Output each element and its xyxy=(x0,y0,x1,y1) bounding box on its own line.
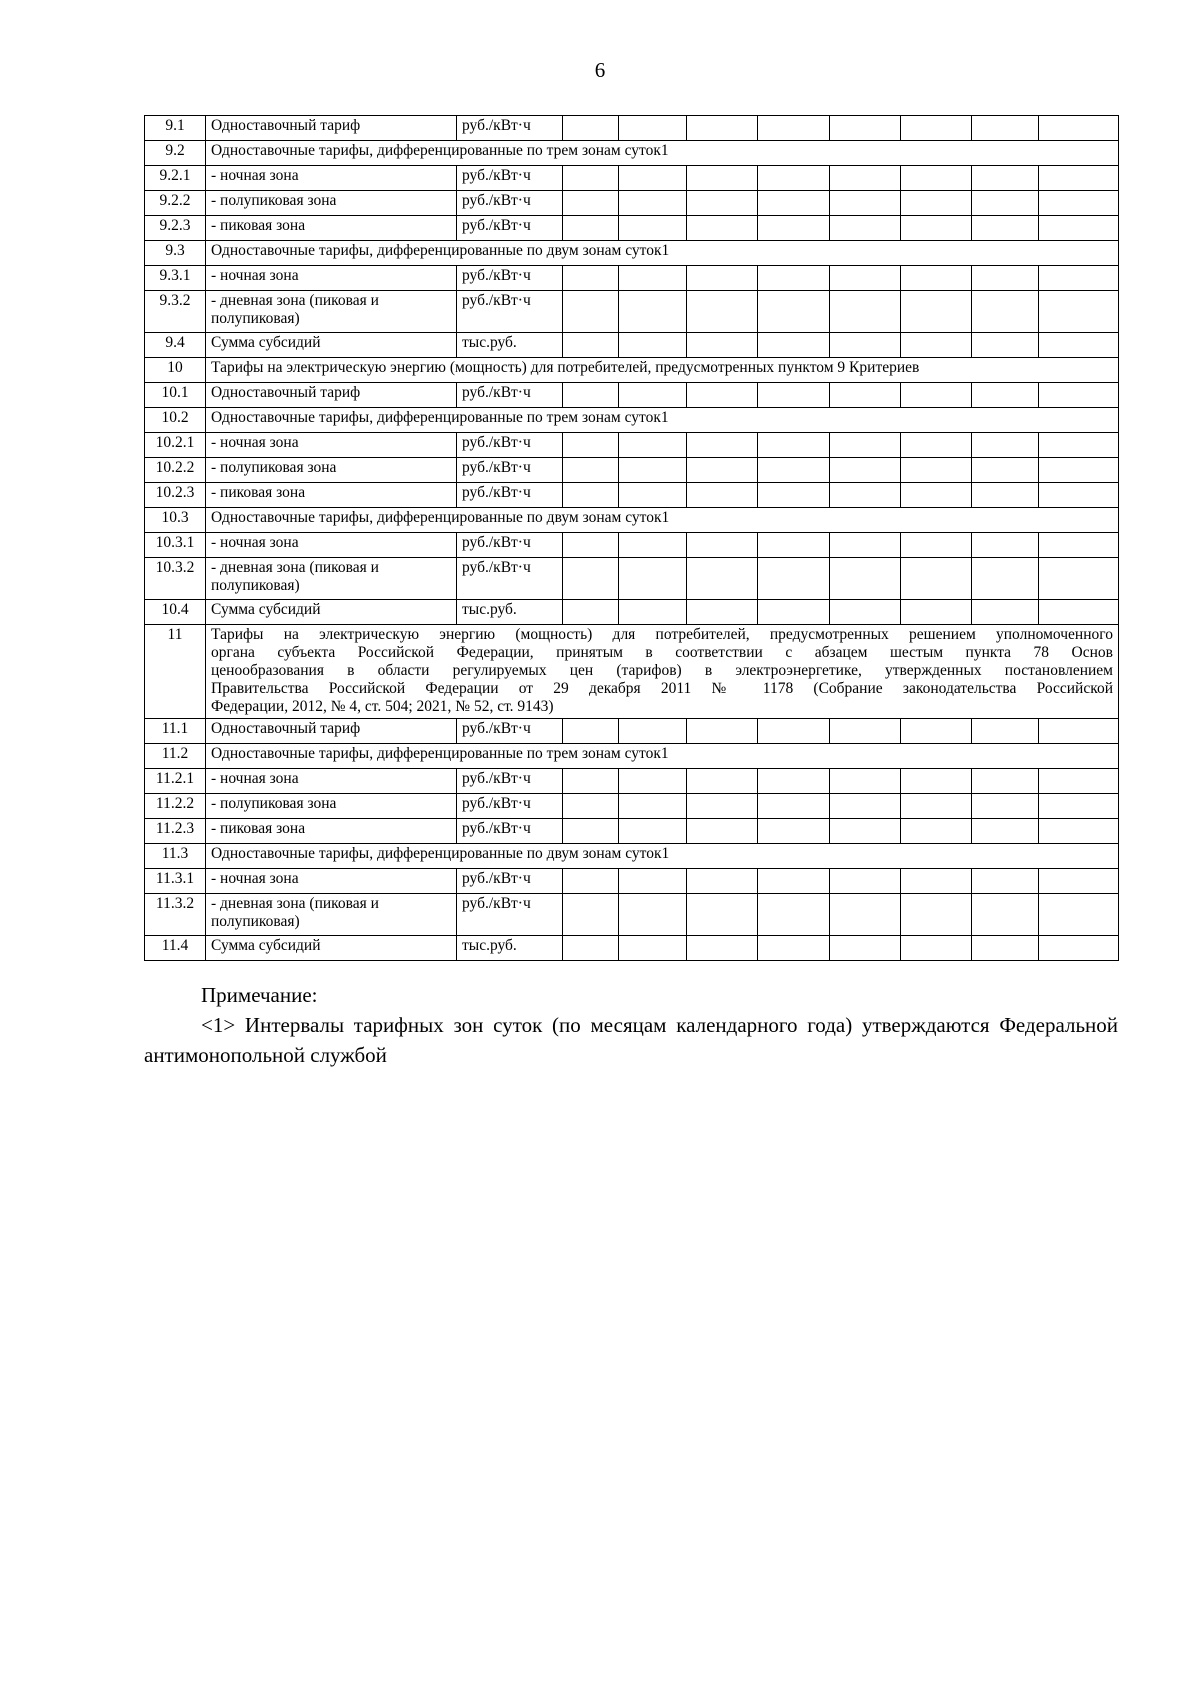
table-row xyxy=(145,558,1119,600)
row-label: Сумма субсидий xyxy=(206,333,457,358)
value-cell xyxy=(830,769,901,794)
value-cell xyxy=(619,291,687,333)
value-cell xyxy=(758,869,830,894)
row-label: - дневная зона (пиковая и полупиковая) xyxy=(206,894,457,936)
value-cell xyxy=(972,116,1039,141)
value-cell xyxy=(1039,433,1119,458)
value-cell xyxy=(758,794,830,819)
row-label: - ночная зона xyxy=(206,769,457,794)
value-cell xyxy=(830,794,901,819)
value-cell xyxy=(901,894,972,936)
value-cell xyxy=(830,216,901,241)
value-cell xyxy=(563,533,619,558)
row-unit: руб./кВт·ч xyxy=(457,483,563,508)
value-cell xyxy=(972,266,1039,291)
value-cell xyxy=(830,483,901,508)
table-row xyxy=(145,819,1119,844)
note-title: Примечание: xyxy=(201,983,318,1007)
row-number: 11.4 xyxy=(145,936,206,961)
section-label-line: Федерации, 2012, № 4, ст. 504; 2021, № 52, ст. 9143) xyxy=(211,698,554,715)
value-cell xyxy=(619,333,687,358)
value-cell xyxy=(830,116,901,141)
value-cell xyxy=(1039,166,1119,191)
row-number: 9.4 xyxy=(145,333,206,358)
table-section-row xyxy=(145,241,1119,266)
value-cell xyxy=(1039,483,1119,508)
section-label: Одноставочные тарифы, дифференцированные по трем зонам суток1 xyxy=(206,141,1119,166)
value-cell xyxy=(972,719,1039,744)
table-row xyxy=(145,869,1119,894)
row-number: 10.3 xyxy=(145,508,206,533)
value-cell xyxy=(901,936,972,961)
row-label: - полупиковая зона xyxy=(206,458,457,483)
value-cell xyxy=(901,458,972,483)
row-number: 9.1 xyxy=(145,116,206,141)
value-cell xyxy=(687,383,758,408)
row-label: Сумма субсидий xyxy=(206,600,457,625)
value-cell xyxy=(563,166,619,191)
row-label: Одноставочный тариф xyxy=(206,116,457,141)
section-label-line: Правительства Российской Федерации от 29 декабря 2011 № 1178 (Собрание законодательства Российской xyxy=(211,680,1113,697)
value-cell xyxy=(563,936,619,961)
value-cell xyxy=(619,433,687,458)
value-cell xyxy=(830,458,901,483)
value-cell xyxy=(687,458,758,483)
value-cell xyxy=(830,533,901,558)
tariff-table xyxy=(144,115,1119,961)
table-row xyxy=(145,433,1119,458)
value-cell xyxy=(619,869,687,894)
row-label: Сумма субсидий xyxy=(206,936,457,961)
value-cell xyxy=(901,116,972,141)
value-cell xyxy=(563,433,619,458)
value-cell xyxy=(901,433,972,458)
value-cell xyxy=(1039,819,1119,844)
value-cell xyxy=(901,794,972,819)
value-cell xyxy=(901,558,972,600)
value-cell xyxy=(1039,291,1119,333)
row-unit: тыс.руб. xyxy=(457,333,563,358)
value-cell xyxy=(972,936,1039,961)
value-cell xyxy=(619,191,687,216)
row-unit: руб./кВт·ч xyxy=(457,794,563,819)
value-cell xyxy=(972,458,1039,483)
table-section-row xyxy=(145,508,1119,533)
row-number: 11.2.1 xyxy=(145,769,206,794)
row-number: 9.2 xyxy=(145,141,206,166)
value-cell xyxy=(972,600,1039,625)
row-number: 11.2 xyxy=(145,744,206,769)
value-cell xyxy=(901,191,972,216)
value-cell xyxy=(619,383,687,408)
value-cell xyxy=(563,191,619,216)
value-cell xyxy=(563,383,619,408)
row-unit: руб./кВт·ч xyxy=(457,819,563,844)
row-unit: руб./кВт·ч xyxy=(457,769,563,794)
value-cell xyxy=(619,458,687,483)
value-cell xyxy=(901,266,972,291)
section-label: Одноставочные тарифы, дифференцированные по двум зонам суток1 xyxy=(206,844,1119,869)
table-row xyxy=(145,291,1119,333)
row-unit: руб./кВт·ч xyxy=(457,719,563,744)
value-cell xyxy=(687,166,758,191)
table-row xyxy=(145,794,1119,819)
value-cell xyxy=(1039,458,1119,483)
value-cell xyxy=(972,433,1039,458)
row-number: 10.3.2 xyxy=(145,558,206,600)
value-cell xyxy=(619,166,687,191)
value-cell xyxy=(830,600,901,625)
value-cell xyxy=(1039,266,1119,291)
row-unit: руб./кВт·ч xyxy=(457,266,563,291)
value-cell xyxy=(901,719,972,744)
value-cell xyxy=(619,819,687,844)
value-cell xyxy=(1039,894,1119,936)
table-row xyxy=(145,116,1119,141)
value-cell xyxy=(563,291,619,333)
value-cell xyxy=(830,819,901,844)
value-cell xyxy=(687,869,758,894)
table-row xyxy=(145,191,1119,216)
value-cell xyxy=(563,266,619,291)
row-number: 9.2.3 xyxy=(145,216,206,241)
value-cell xyxy=(619,600,687,625)
row-number: 9.2.2 xyxy=(145,191,206,216)
value-cell xyxy=(758,769,830,794)
value-cell xyxy=(687,266,758,291)
value-cell xyxy=(830,333,901,358)
value-cell xyxy=(687,216,758,241)
table-row xyxy=(145,333,1119,358)
value-cell xyxy=(563,458,619,483)
section-label: Одноставочные тарифы, дифференцированные по трем зонам суток1 xyxy=(206,408,1119,433)
row-number: 10.1 xyxy=(145,383,206,408)
table-row xyxy=(145,936,1119,961)
row-label: - пиковая зона xyxy=(206,216,457,241)
value-cell xyxy=(830,869,901,894)
row-number: 11.3 xyxy=(145,844,206,869)
value-cell xyxy=(563,794,619,819)
note-text: <1> Интервалы тарифных зон суток (по месяцам календарного года) утверждаются Федеральной антимонопольной службой xyxy=(144,1013,1118,1067)
row-number: 9.3.1 xyxy=(145,266,206,291)
value-cell xyxy=(901,291,972,333)
value-cell xyxy=(563,769,619,794)
table-section-row xyxy=(145,844,1119,869)
value-cell xyxy=(687,936,758,961)
row-number: 10.3.1 xyxy=(145,533,206,558)
value-cell xyxy=(563,819,619,844)
value-cell xyxy=(1039,558,1119,600)
value-cell xyxy=(901,483,972,508)
row-label: - дневная зона (пиковая и полупиковая) xyxy=(206,291,457,333)
value-cell xyxy=(972,794,1039,819)
value-cell xyxy=(758,533,830,558)
row-unit: руб./кВт·ч xyxy=(457,433,563,458)
row-label: - дневная зона (пиковая и полупиковая) xyxy=(206,558,457,600)
value-cell xyxy=(1039,600,1119,625)
table-section-row xyxy=(145,744,1119,769)
row-unit: руб./кВт·ч xyxy=(457,291,563,333)
value-cell xyxy=(687,769,758,794)
row-number: 10.4 xyxy=(145,600,206,625)
row-label: - ночная зона xyxy=(206,433,457,458)
section-label: Тарифы на электрическую энергию (мощность) для потребителей, предусмотренных пунктом 9 Критериев xyxy=(206,358,1119,383)
value-cell xyxy=(758,483,830,508)
value-cell xyxy=(758,558,830,600)
row-label: Одноставочный тариф xyxy=(206,383,457,408)
row-label: - ночная зона xyxy=(206,166,457,191)
row-unit: тыс.руб. xyxy=(457,936,563,961)
section-label: Одноставочные тарифы, дифференцированные по двум зонам суток1 xyxy=(206,241,1119,266)
row-unit: руб./кВт·ч xyxy=(457,533,563,558)
value-cell xyxy=(1039,533,1119,558)
value-cell xyxy=(563,869,619,894)
table-section-row xyxy=(145,625,1119,719)
value-cell xyxy=(830,191,901,216)
value-cell xyxy=(758,894,830,936)
value-cell xyxy=(901,333,972,358)
value-cell xyxy=(687,719,758,744)
value-cell xyxy=(972,216,1039,241)
row-number: 11.2.2 xyxy=(145,794,206,819)
value-cell xyxy=(687,483,758,508)
section-label-line: органа субъекта Российской Федерации, принятым в соответствии с абзацем шестым пункта 78 Основ xyxy=(211,644,1113,661)
value-cell xyxy=(1039,383,1119,408)
row-number: 9.3 xyxy=(145,241,206,266)
value-cell xyxy=(758,819,830,844)
value-cell xyxy=(619,558,687,600)
table-row xyxy=(145,266,1119,291)
row-number: 11.3.2 xyxy=(145,894,206,936)
value-cell xyxy=(972,483,1039,508)
table-row xyxy=(145,533,1119,558)
value-cell xyxy=(972,869,1039,894)
value-cell xyxy=(563,600,619,625)
value-cell xyxy=(758,216,830,241)
row-number: 11.1 xyxy=(145,719,206,744)
table-row xyxy=(145,483,1119,508)
value-cell xyxy=(619,266,687,291)
value-cell xyxy=(563,483,619,508)
table-row xyxy=(145,383,1119,408)
value-cell xyxy=(619,794,687,819)
value-cell xyxy=(619,533,687,558)
value-cell xyxy=(972,533,1039,558)
value-cell xyxy=(830,433,901,458)
note-block xyxy=(144,980,1118,1070)
table-row xyxy=(145,769,1119,794)
row-number: 10.2.3 xyxy=(145,483,206,508)
section-label-line: Тарифы на электрическую энергию (мощность) для потребителей, предусмотренных решением уполномоченного xyxy=(211,626,1113,643)
value-cell xyxy=(758,333,830,358)
value-cell xyxy=(563,894,619,936)
value-cell xyxy=(687,600,758,625)
value-cell xyxy=(563,333,619,358)
value-cell xyxy=(901,533,972,558)
value-cell xyxy=(687,333,758,358)
value-cell xyxy=(830,166,901,191)
value-cell xyxy=(758,719,830,744)
value-cell xyxy=(972,819,1039,844)
value-cell xyxy=(619,769,687,794)
table-row xyxy=(145,600,1119,625)
value-cell xyxy=(758,191,830,216)
value-cell xyxy=(1039,869,1119,894)
value-cell xyxy=(1039,936,1119,961)
value-cell xyxy=(830,383,901,408)
value-cell xyxy=(687,116,758,141)
row-label: - пиковая зона xyxy=(206,819,457,844)
table-section-row xyxy=(145,141,1119,166)
value-cell xyxy=(758,266,830,291)
page-number: 6 xyxy=(594,58,606,82)
value-cell xyxy=(619,116,687,141)
value-cell xyxy=(563,558,619,600)
value-cell xyxy=(1039,794,1119,819)
value-cell xyxy=(972,383,1039,408)
table-row xyxy=(145,166,1119,191)
value-cell xyxy=(563,719,619,744)
table-row xyxy=(145,458,1119,483)
row-unit: руб./кВт·ч xyxy=(457,383,563,408)
table-row xyxy=(145,894,1119,936)
value-cell xyxy=(619,894,687,936)
value-cell xyxy=(758,458,830,483)
value-cell xyxy=(619,216,687,241)
value-cell xyxy=(687,291,758,333)
value-cell xyxy=(1039,719,1119,744)
row-number: 10.2.1 xyxy=(145,433,206,458)
value-cell xyxy=(972,291,1039,333)
row-unit: руб./кВт·ч xyxy=(457,894,563,936)
table-row xyxy=(145,719,1119,744)
section-label: Одноставочные тарифы, дифференцированные по двум зонам суток1 xyxy=(206,508,1119,533)
row-label: - ночная зона xyxy=(206,266,457,291)
value-cell xyxy=(901,869,972,894)
value-cell xyxy=(687,558,758,600)
value-cell xyxy=(1039,216,1119,241)
row-unit: руб./кВт·ч xyxy=(457,116,563,141)
value-cell xyxy=(830,558,901,600)
row-label: - ночная зона xyxy=(206,869,457,894)
row-unit: руб./кВт·ч xyxy=(457,166,563,191)
tariff-table-body xyxy=(145,116,1119,961)
row-label: Одноставочный тариф xyxy=(206,719,457,744)
value-cell xyxy=(1039,769,1119,794)
value-cell xyxy=(1039,333,1119,358)
value-cell xyxy=(563,116,619,141)
row-label: - полупиковая зона xyxy=(206,794,457,819)
value-cell xyxy=(619,719,687,744)
value-cell xyxy=(563,216,619,241)
value-cell xyxy=(901,769,972,794)
row-number: 10 xyxy=(145,358,206,383)
value-cell xyxy=(687,533,758,558)
value-cell xyxy=(972,558,1039,600)
value-cell xyxy=(830,291,901,333)
row-number: 10.2.2 xyxy=(145,458,206,483)
value-cell xyxy=(972,166,1039,191)
table-row xyxy=(145,216,1119,241)
value-cell xyxy=(758,433,830,458)
row-unit: руб./кВт·ч xyxy=(457,558,563,600)
value-cell xyxy=(830,719,901,744)
value-cell xyxy=(758,291,830,333)
value-cell xyxy=(619,483,687,508)
value-cell xyxy=(830,266,901,291)
row-unit: руб./кВт·ч xyxy=(457,458,563,483)
row-label: - ночная зона xyxy=(206,533,457,558)
row-unit: руб./кВт·ч xyxy=(457,869,563,894)
row-number: 10.2 xyxy=(145,408,206,433)
value-cell xyxy=(758,383,830,408)
value-cell xyxy=(619,936,687,961)
value-cell xyxy=(687,894,758,936)
section-label-line: ценообразования в области регулируемых цен (тарифов) в электроэнергетике, утвержденных постановлением xyxy=(211,662,1113,679)
row-label: - полупиковая зона xyxy=(206,191,457,216)
value-cell xyxy=(830,894,901,936)
value-cell xyxy=(972,191,1039,216)
value-cell xyxy=(901,166,972,191)
value-cell xyxy=(830,936,901,961)
table-section-row xyxy=(145,358,1119,383)
value-cell xyxy=(972,333,1039,358)
value-cell xyxy=(687,819,758,844)
value-cell xyxy=(972,894,1039,936)
value-cell xyxy=(901,383,972,408)
row-number: 11.2.3 xyxy=(145,819,206,844)
row-unit: тыс.руб. xyxy=(457,600,563,625)
value-cell xyxy=(687,794,758,819)
row-number: 11 xyxy=(145,625,206,719)
value-cell xyxy=(758,166,830,191)
section-label-long xyxy=(206,625,1119,719)
value-cell xyxy=(687,191,758,216)
row-number: 11.3.1 xyxy=(145,869,206,894)
value-cell xyxy=(901,600,972,625)
section-label: Одноставочные тарифы, дифференцированные по трем зонам суток1 xyxy=(206,744,1119,769)
value-cell xyxy=(972,769,1039,794)
row-unit: руб./кВт·ч xyxy=(457,216,563,241)
value-cell xyxy=(901,216,972,241)
row-label: - пиковая зона xyxy=(206,483,457,508)
value-cell xyxy=(758,936,830,961)
row-number: 9.3.2 xyxy=(145,291,206,333)
value-cell xyxy=(758,116,830,141)
value-cell xyxy=(1039,116,1119,141)
value-cell xyxy=(901,819,972,844)
row-unit: руб./кВт·ч xyxy=(457,191,563,216)
value-cell xyxy=(758,600,830,625)
row-number: 9.2.1 xyxy=(145,166,206,191)
value-cell xyxy=(687,433,758,458)
value-cell xyxy=(1039,191,1119,216)
table-section-row xyxy=(145,408,1119,433)
